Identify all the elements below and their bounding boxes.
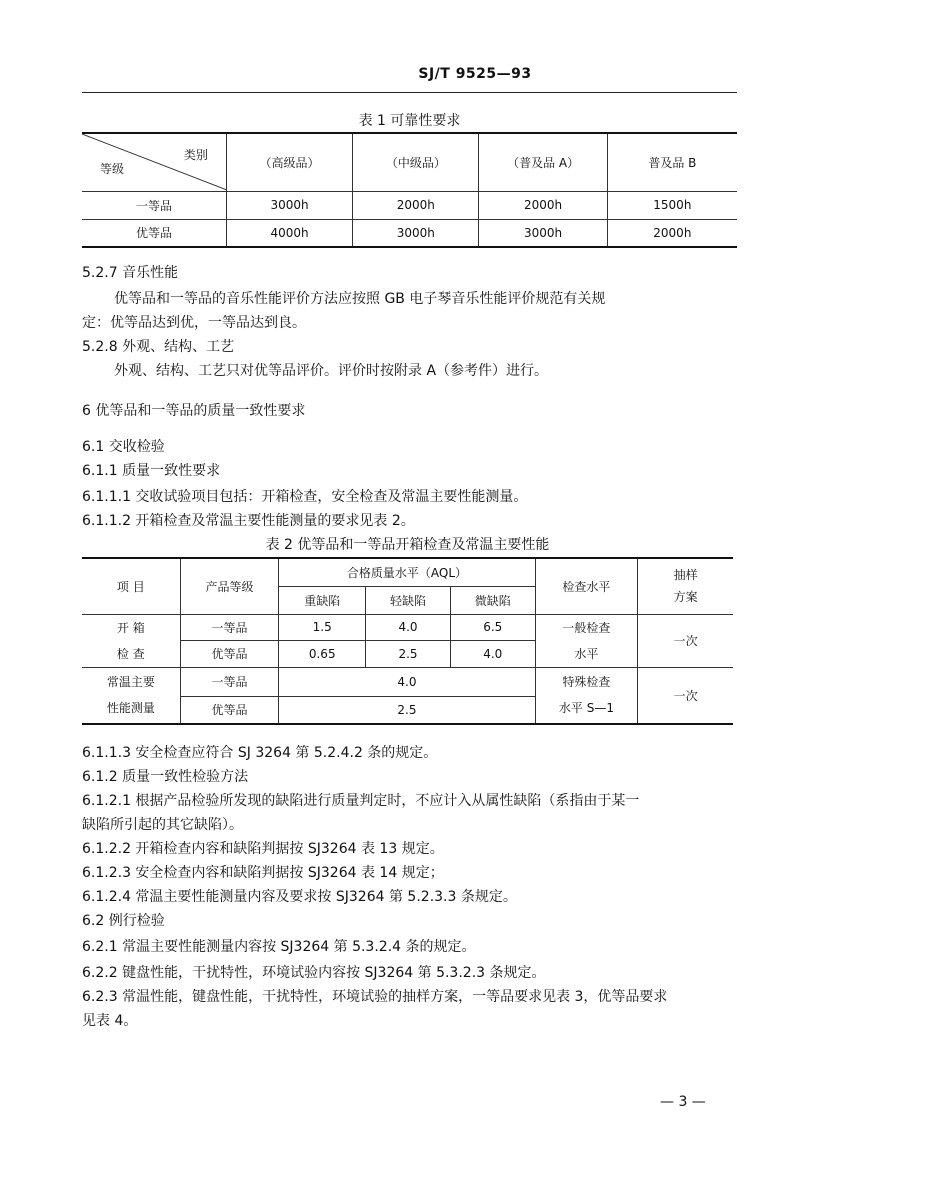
section-6-2-2-text: 6.2.2 键盘性能，干扰特性，环境试验内容按 SJ3264 第 5.3.2.3 条规定。: [82, 965, 546, 981]
table1-row-label: 一等品: [82, 191, 226, 219]
section-5-2-8-title: 5.2.8 外观、结构、工艺: [82, 339, 235, 355]
col-plan-header-line: 方案: [673, 590, 698, 605]
level-line: 特殊检查: [562, 675, 611, 690]
grade-cell: 一等品: [180, 614, 279, 641]
col-plan-header: [638, 558, 733, 614]
document-number: SJ/T 9525—93: [418, 66, 532, 82]
col-heavy-header: 重缺陷: [279, 586, 366, 614]
section-6-1-2-4-text: 6.1.2.4 常温主要性能测量内容及要求按 SJ3264 第 5.2.3.3 条规定。: [82, 889, 517, 905]
table2-caption: 表 2 优等品和一等品开箱检查及常温主要性能: [265, 537, 550, 553]
section-6-1-2-1-text: 6.1.2.1 根据产品检验所发现的缺陷进行质量判定时，不应计入从属性缺陷（系指由于某一: [82, 793, 640, 809]
col-aql-header: 合格质量水平（AQL）: [279, 558, 535, 586]
level-cell: [535, 614, 638, 667]
section-6-2-3-text: 见表 4。: [82, 1013, 138, 1029]
col-plan-header-line: 抽样: [673, 568, 698, 583]
table1-corner-cell: [82, 133, 226, 191]
table1-cell: 3000h: [353, 219, 479, 247]
section-6-1-1-3-text: 6.1.1.3 安全检查应符合 SJ 3264 第 5.2.4.2 条的规定。: [82, 745, 438, 761]
table1-col-header: （普及品 A）: [479, 133, 607, 191]
table1-cell: 2000h: [607, 219, 737, 247]
row-item-line: 常温主要: [106, 675, 155, 690]
section-6-1-2-2-text: 6.1.2.2 开箱检查内容和缺陷判据按 SJ3264 表 13 规定。: [82, 841, 444, 857]
grade-cell: 一等品: [180, 667, 279, 696]
section-6-2-3-text: 6.2.3 常温性能，键盘性能，干扰特性，环境试验的抽样方案，一等品要求见表 3，优等品要求: [82, 989, 668, 1005]
section-5-2-7-text: 优等品和一等品的音乐性能评价方法应按照 GB 电子琴音乐性能评价规范有关规: [114, 291, 606, 307]
header-rule: [82, 92, 737, 93]
section-6-1-title: 6.1 交收检验: [82, 439, 165, 455]
section-6-1-1-1-text: 6.1.1.1 交收试验项目包括：开箱检查，安全检查及常温主要性能测量。: [82, 489, 528, 505]
aql-cell: 0.65: [279, 641, 366, 668]
row-item-line: 性能测量: [106, 701, 155, 716]
corner-bottom-label: 等级: [100, 162, 125, 177]
table1-caption: 表 1 可靠性要求: [358, 113, 461, 129]
aql-cell: 4.0: [279, 667, 535, 696]
aql-cell: 1.5: [279, 614, 366, 641]
table1-cell: 2000h: [353, 191, 479, 219]
row-item-line: 检 查: [116, 646, 145, 661]
section-6-1-2-title: 6.1.2 质量一致性检验方法: [82, 769, 249, 785]
table1-col-header: 普及品 B: [607, 133, 737, 191]
table1-col-header: （高级品）: [226, 133, 352, 191]
table1-col-header: （中级品）: [353, 133, 479, 191]
grade-cell: 优等品: [180, 641, 279, 668]
table-row: [82, 614, 733, 641]
table1-row-label: 优等品: [82, 219, 226, 247]
plan-cell: 一次: [638, 667, 733, 724]
aql-cell: 6.5: [450, 614, 535, 641]
corner-top-label: 类别: [183, 148, 208, 163]
reliability-table: [82, 132, 737, 248]
col-item-header: 项 目: [82, 558, 180, 614]
level-cell: [535, 667, 638, 724]
section-6-1-1-title: 6.1.1 质量一致性要求: [82, 463, 221, 479]
row-item-cell: [82, 614, 180, 667]
grade-cell: 优等品: [180, 696, 279, 724]
aql-cell: 2.5: [279, 696, 535, 724]
row-item-cell: [82, 667, 180, 724]
level-line: 水平 S—1: [558, 701, 614, 716]
col-level-header: 检查水平: [535, 558, 638, 614]
section-5-2-7-title: 5.2.7 音乐性能: [82, 265, 179, 281]
section-6-2-title: 6.2 例行检验: [82, 913, 165, 929]
aql-cell: 4.0: [450, 641, 535, 668]
plan-cell: 一次: [638, 614, 733, 667]
aql-cell: 4.0: [366, 614, 451, 641]
aql-cell: 2.5: [366, 641, 451, 668]
col-light-header: 轻缺陷: [366, 586, 451, 614]
table1-cell: 2000h: [479, 191, 607, 219]
col-minor-header: 微缺陷: [450, 586, 535, 614]
section-6-1-2-3-text: 6.1.2.3 安全检查内容和缺陷判据按 SJ3264 表 14 规定；: [82, 865, 444, 881]
col-grade-header: 产品等级: [180, 558, 279, 614]
table-row: [82, 191, 737, 219]
page-number: — 3 —: [660, 1094, 706, 1110]
section-6-title: 6 优等品和一等品的质量一致性要求: [82, 403, 306, 419]
table1-cell: 3000h: [479, 219, 607, 247]
table1-cell: 1500h: [607, 191, 737, 219]
level-line: 水平: [574, 646, 599, 661]
section-5-2-7-text: 定：优等品达到优，一等品达到良。: [82, 315, 306, 331]
row-item-line: 开 箱: [116, 620, 145, 635]
table-row: [82, 667, 733, 696]
table1-cell: 3000h: [226, 191, 352, 219]
section-6-2-1-text: 6.2.1 常温主要性能测量内容按 SJ3264 第 5.3.2.4 条的规定。: [82, 939, 476, 955]
level-line: 一般检查: [562, 620, 611, 635]
section-6-1-1-2-text: 6.1.1.2 开箱检查及常温主要性能测量的要求见表 2。: [82, 513, 415, 529]
section-5-2-8-text: 外观、结构、工艺只对优等品评价。评价时按附录 A（参考件）进行。: [114, 363, 549, 379]
section-6-1-2-1-text: 缺陷所引起的其它缺陷）。: [82, 817, 243, 833]
inspection-table: [82, 557, 733, 725]
table-row: [82, 219, 737, 247]
table1-cell: 4000h: [226, 219, 352, 247]
